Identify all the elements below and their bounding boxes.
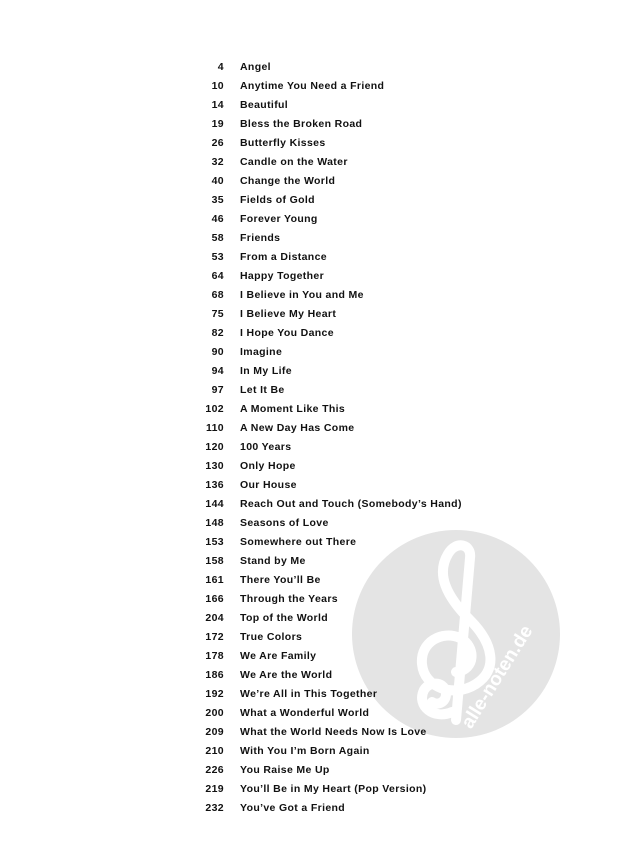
toc-entry [0,324,640,343]
toc-entry [0,343,640,362]
toc-entry [0,742,640,761]
toc-song-title: Happy Together [240,270,325,282]
toc-song-title: Top of the World [240,612,329,624]
toc-page-number: 32 [211,156,224,168]
toc-page-number: 148 [205,517,224,529]
toc-page-number: 53 [211,251,224,263]
toc-song-title: A New Day Has Come [240,422,355,434]
toc-page-number: 10 [211,80,224,92]
toc-entry [0,115,640,134]
toc-entry [0,229,640,248]
toc-entry [0,286,640,305]
toc-page-number: 166 [205,593,224,605]
toc-song-title: 100 Years [240,441,292,453]
toc-song-title: Anytime You Need a Friend [240,80,385,92]
toc-page-number: 97 [211,384,224,396]
toc-page-number: 64 [211,270,224,282]
toc-song-title: We Are Family [240,650,317,662]
toc-song-title: A Moment Like This [240,403,346,415]
toc-entry [0,799,640,818]
toc-page-number: 14 [211,99,224,111]
toc-song-title: You’ve Got a Friend [240,802,346,814]
toc-entry [0,552,640,571]
toc-page-number: 226 [205,764,224,776]
toc-page-number: 232 [205,802,224,814]
toc-entry [0,685,640,704]
toc-page-number: 192 [205,688,224,700]
toc-page-number: 46 [211,213,224,225]
toc-entry [0,571,640,590]
toc-page-number: 26 [211,137,224,149]
toc-page-number: 153 [205,536,224,548]
toc-entry [0,514,640,533]
toc-page-number: 158 [205,555,224,567]
toc-page-number: 58 [211,232,224,244]
toc-song-title: We Are the World [240,669,333,681]
toc-entry [0,172,640,191]
toc-page-number: 102 [205,403,224,415]
toc-entry [0,457,640,476]
toc-page-number: 19 [211,118,224,130]
toc-page-number: 94 [211,365,224,377]
table-of-contents [0,58,640,818]
toc-entry [0,609,640,628]
toc-song-title: You Raise Me Up [240,764,330,776]
toc-entry [0,77,640,96]
toc-page-number: 130 [205,460,224,472]
toc-song-title: Only Hope [240,460,296,472]
toc-entry [0,761,640,780]
toc-song-title: Our House [240,479,297,491]
toc-entry [0,438,640,457]
toc-song-title: Bless the Broken Road [240,118,363,130]
toc-page-number: 136 [205,479,224,491]
toc-page-number: 209 [205,726,224,738]
toc-entry [0,96,640,115]
toc-song-title: Imagine [240,346,283,358]
toc-song-title: Friends [240,232,281,244]
toc-entry [0,381,640,400]
toc-song-title: I Hope You Dance [240,327,334,339]
toc-page-number: 90 [211,346,224,358]
toc-song-title: You’ll Be in My Heart (Pop Version) [240,783,427,795]
toc-page-number: 172 [205,631,224,643]
toc-song-title: Stand by Me [240,555,306,567]
toc-page-number: 35 [211,194,224,206]
toc-entry [0,647,640,666]
toc-entry [0,400,640,419]
toc-song-title: Through the Years [240,593,338,605]
toc-page-number: 219 [205,783,224,795]
toc-page-number: 204 [205,612,224,624]
toc-page-number: 200 [205,707,224,719]
toc-song-title: Seasons of Love [240,517,329,529]
toc-page-number: 68 [211,289,224,301]
toc-page-number: 161 [205,574,224,586]
toc-song-title: Change the World [240,175,336,187]
toc-entry [0,495,640,514]
toc-page-number: 186 [205,669,224,681]
toc-song-title: Fields of Gold [240,194,315,206]
toc-song-title: With You I’m Born Again [240,745,370,757]
toc-song-title: There You’ll Be [240,574,321,586]
toc-entry [0,704,640,723]
toc-song-title: True Colors [240,631,303,643]
toc-entry [0,476,640,495]
toc-song-title: Somewhere out There [240,536,357,548]
toc-song-title: Forever Young [240,213,318,225]
toc-entry [0,723,640,742]
toc-song-title: Beautiful [240,99,289,111]
toc-song-title: Angel [240,61,271,73]
toc-song-title: I Believe My Heart [240,308,337,320]
toc-entry [0,58,640,77]
toc-page-number: 4 [217,61,224,73]
toc-entry [0,628,640,647]
toc-page-number: 144 [205,498,224,510]
toc-page-number: 178 [205,650,224,662]
toc-entry [0,666,640,685]
toc-page-number: 110 [206,422,224,434]
toc-entry [0,267,640,286]
toc-page-number: 120 [205,441,224,453]
toc-entry [0,134,640,153]
toc-page-number: 75 [211,308,224,320]
toc-page-number: 40 [211,175,224,187]
toc-song-title: We’re All in This Together [240,688,378,700]
toc-entry [0,248,640,267]
toc-page-number: 82 [211,327,224,339]
toc-entry [0,210,640,229]
toc-entry [0,780,640,799]
toc-song-title: From a Distance [240,251,327,263]
toc-song-title: I Believe in You and Me [240,289,364,301]
toc-entry [0,590,640,609]
toc-song-title: Butterfly Kisses [240,137,326,149]
toc-page-number: 210 [205,745,224,757]
toc-song-title: Reach Out and Touch (Somebody’s Hand) [240,498,462,510]
toc-song-title: In My Life [240,365,292,377]
toc-song-title: What a Wonderful World [240,707,370,719]
toc-entry [0,419,640,438]
toc-entry [0,305,640,324]
toc-song-title: What the World Needs Now Is Love [240,726,427,738]
toc-entry [0,362,640,381]
toc-song-title: Candle on the Water [240,156,348,168]
toc-entry [0,191,640,210]
toc-song-title: Let It Be [240,384,285,396]
toc-entry [0,533,640,552]
watermark-text: alle-noten.de [457,621,538,733]
toc-entry [0,153,640,172]
